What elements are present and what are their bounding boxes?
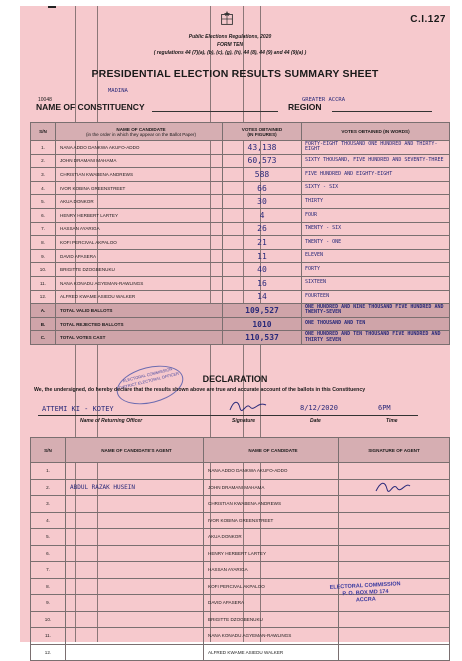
votes-figures: 43,138 <box>223 141 302 155</box>
row-sn: B. <box>31 317 56 331</box>
total-row <box>31 317 450 331</box>
table-row <box>31 529 450 546</box>
column-header-signature: SIGNATURE OF AGENT <box>339 438 450 463</box>
declaration-title: DECLARATION <box>202 374 268 384</box>
candidate-name: KOFI PERCIVAL AKPALOO <box>204 578 339 595</box>
declaration-text: We, the undersigned, do hereby declare that the results shown above are true and accurate account of the ballots in this Constituency <box>34 387 366 393</box>
agent-signature <box>339 545 450 562</box>
row-sn: 6. <box>31 208 56 222</box>
candidate-header-title: NAME OF CANDIDATE <box>116 126 166 132</box>
region-underline <box>332 111 432 112</box>
total-words: ONE THOUSAND AND TEN <box>302 317 450 331</box>
votes-figures: 14 <box>223 290 302 304</box>
table-row <box>31 236 450 250</box>
row-sn: 5. <box>31 529 66 546</box>
votes-figures: 588 <box>223 168 302 182</box>
row-sn: 6. <box>31 545 66 562</box>
row-sn: 1. <box>31 141 56 155</box>
table-row <box>31 512 450 529</box>
candidate-name: BRIGITTE DZOGBENUKU <box>204 611 339 628</box>
votes-words: FOURTEEN <box>302 290 450 304</box>
candidate-name: AKUA DONKOR <box>56 195 223 209</box>
agent-signature <box>339 628 450 645</box>
row-sn: 12. <box>31 644 66 661</box>
table-row <box>31 562 450 579</box>
votes-words: THIRTY <box>302 195 450 209</box>
table-row <box>31 141 450 155</box>
candidate-name: JOHN DRAMANI MAHAMA <box>56 154 223 168</box>
table-row <box>31 195 450 209</box>
agent-signature <box>339 611 450 628</box>
row-sn: 10. <box>31 611 66 628</box>
table-row <box>31 222 450 236</box>
votes-words: FIVE HUNDRED AND EIGHTY-EIGHT <box>302 168 450 182</box>
total-label: TOTAL VOTES CAST <box>56 331 223 345</box>
table-row <box>31 463 450 480</box>
agent-name <box>66 512 204 529</box>
agent-signature <box>339 512 450 529</box>
form-number: FORM TEN <box>216 42 244 48</box>
agent-name <box>66 463 204 480</box>
corner-mark <box>48 6 56 8</box>
total-row <box>31 304 450 318</box>
row-sn: 11. <box>31 628 66 645</box>
row-sn: 7. <box>31 222 56 236</box>
constituency-label: NAME OF CONSTITUENCY <box>36 102 145 112</box>
agent-signature <box>339 479 450 496</box>
candidate-name: JOHN DRAMANI MAHAMA <box>204 479 339 496</box>
table-row <box>31 181 450 195</box>
votes-words: SIXTY THOUSAND, FIVE HUNDRED AND SEVENTY-THREE <box>302 154 450 168</box>
column-header-sn: S/N <box>31 123 56 141</box>
constituency-name: MADINA <box>108 88 128 94</box>
page-title: PRESIDENTIAL ELECTION RESULTS SUMMARY SHEET <box>91 68 379 80</box>
table-row <box>31 154 450 168</box>
row-sn: 4. <box>31 512 66 529</box>
agents-table <box>30 437 450 661</box>
votes-words: FORTY <box>302 263 450 277</box>
coat-of-arms-icon <box>218 10 236 28</box>
row-sn: 3. <box>31 168 56 182</box>
candidate-name: HENRY HERBERT LARTEY <box>204 545 339 562</box>
agent-name: ABDUL RAZAK HUSEIN <box>66 479 204 496</box>
candidate-name: ALFRED KWAME ASIEDU WALKER <box>204 644 339 661</box>
form-reference: ( regulations 44 (7)(a), (b), (c), (g), (h), 44 (8), 44 (9) and 44 (9)(a) ) <box>153 50 307 56</box>
votes-figures-header-title: VOTES OBTAINED <box>241 126 283 132</box>
column-header-votes-words: VOTES OBTAINED (IN WORDS) <box>302 123 450 141</box>
row-sn: A. <box>31 304 56 318</box>
signature-label: Signature <box>232 418 256 424</box>
declaration-signature-line <box>38 415 418 416</box>
row-sn: 3. <box>31 496 66 513</box>
votes-words: TWENTY - SIX <box>302 222 450 236</box>
agent-name <box>66 529 204 546</box>
candidate-name: NANA ADDO DANKWA AKUFO-ADDO <box>56 141 223 155</box>
table-row <box>31 479 450 496</box>
votes-figures: 16 <box>223 276 302 290</box>
candidate-name: IVOR KOBINA GREENSTREET <box>56 181 223 195</box>
row-sn: C. <box>31 331 56 345</box>
constituency-underline <box>152 111 278 112</box>
agent-name <box>66 628 204 645</box>
agent-name <box>66 545 204 562</box>
table-row <box>31 496 450 513</box>
votes-figures: 60,573 <box>223 154 302 168</box>
table-row <box>31 545 450 562</box>
returning-officer-label: Name of Returning Officer <box>80 418 143 424</box>
row-sn: 5. <box>31 195 56 209</box>
candidate-name: DAVID APASERA <box>56 249 223 263</box>
votes-words: TWENTY - ONE <box>302 236 450 250</box>
candidate-name: NANA KONADU AGYEMAN-RAWLINGS <box>56 276 223 290</box>
row-sn: 12. <box>31 290 56 304</box>
returning-officer-signature <box>228 398 268 414</box>
table-row <box>31 628 450 645</box>
votes-figures: 21 <box>223 236 302 250</box>
results-table <box>30 122 450 345</box>
votes-figures: 11 <box>223 249 302 263</box>
agent-name <box>66 595 204 612</box>
constituency-code: 10048 <box>38 97 52 103</box>
stamp-line: ACCRA <box>355 596 376 604</box>
candidate-name: HASSAN AYARIGA <box>56 222 223 236</box>
agent-signature <box>339 496 450 513</box>
returning-officer-name: ATTEMI KI - KOTEY <box>42 405 114 413</box>
votes-figures: 30 <box>223 195 302 209</box>
candidate-name: AKUA DONKOR <box>204 529 339 546</box>
time-label: Time <box>386 418 398 424</box>
region-name: GREATER ACCRA <box>302 97 346 103</box>
column-header-candidate <box>56 123 223 141</box>
candidate-name: KOFI PERCIVAL AKPALOO <box>56 236 223 250</box>
table-row <box>31 168 450 182</box>
candidate-name: ALFRED KWAME ASIEDU WALKER <box>56 290 223 304</box>
candidate-name: HASSAN AYARIGA <box>204 562 339 579</box>
stamp-line: ELECTORAL COMMISSION <box>329 581 401 591</box>
row-sn: 2. <box>31 479 66 496</box>
row-sn: 8. <box>31 236 56 250</box>
votes-words: FOUR <box>302 208 450 222</box>
stamp-line: P. O. BOX MD 174 <box>342 588 389 598</box>
total-figures: 109,527 <box>223 304 302 318</box>
agent-name <box>66 496 204 513</box>
candidate-header-sub: (in the order in which they appear on the Ballot Paper) <box>85 131 197 137</box>
row-sn: 1. <box>31 463 66 480</box>
column-header-votes-figures <box>223 123 302 141</box>
region-label: REGION <box>288 102 322 112</box>
row-sn: 9. <box>31 595 66 612</box>
total-words: ONE HUNDRED AND NINE THOUSAND FIVE HUNDRED AND TWENTY-SEVEN <box>302 304 450 318</box>
candidate-name: CHRISTIAN KWABENA ANDREWS <box>204 496 339 513</box>
agent-signature <box>339 463 450 480</box>
votes-words: ELEVEN <box>302 249 450 263</box>
votes-figures-header-sub: (IN FIGURES) <box>247 131 277 137</box>
votes-words: SIXTY - SIX <box>302 181 450 195</box>
total-row <box>31 331 450 345</box>
declaration-time: 6PM <box>378 404 391 412</box>
agent-name <box>66 611 204 628</box>
declaration-date: 8/12/2020 <box>300 404 338 412</box>
agent-signature <box>339 529 450 546</box>
table-row <box>31 249 450 263</box>
table-row <box>31 290 450 304</box>
votes-figures: 4 <box>223 208 302 222</box>
agent-signature <box>339 562 450 579</box>
votes-figures: 66 <box>223 181 302 195</box>
electoral-commission-stamp <box>329 581 401 606</box>
candidate-name: NANA KONADU AGYEMAN-RAWLINGS <box>204 628 339 645</box>
table-row <box>31 263 450 277</box>
row-sn: 11. <box>31 276 56 290</box>
agent-name <box>66 562 204 579</box>
total-words: ONE HUNDRED AND TEN THOUSAND FIVE HUNDRED AND THIRTY SEVEN <box>302 331 450 345</box>
regulations-title: Public Elections Regulations, 2020 <box>188 34 272 40</box>
votes-figures: 40 <box>223 263 302 277</box>
row-sn: 4. <box>31 181 56 195</box>
row-sn: 7. <box>31 562 66 579</box>
row-sn: 2. <box>31 154 56 168</box>
total-figures: 1010 <box>223 317 302 331</box>
row-sn: 9. <box>31 249 56 263</box>
votes-words: FORTY-EIGHT THOUSAND ONE HUNDRED AND THIRTY-EIGHT <box>302 141 450 155</box>
table-row <box>31 611 450 628</box>
agent-signature <box>339 644 450 661</box>
total-label: TOTAL REJECTED BALLOTS <box>56 317 223 331</box>
candidate-name: DAVID APASERA <box>204 595 339 612</box>
agent-name <box>66 644 204 661</box>
row-sn: 10. <box>31 263 56 277</box>
agent-signature-mark <box>373 480 413 494</box>
district-officer-stamp: ELECTORAL COMMISSION DISTRICT ELECTORAL OFFICER <box>113 359 188 410</box>
agent-name <box>66 578 204 595</box>
column-header-sn: S/N <box>31 438 66 463</box>
form-code: C.I.127 <box>410 14 446 25</box>
candidate-name: IVOR KOBINA GREENSTREET <box>204 512 339 529</box>
table-row <box>31 208 450 222</box>
column-header-agent: NAME OF CANDIDATE'S AGENT <box>66 438 204 463</box>
candidate-name: HENRY HERBERT LARTEY <box>56 208 223 222</box>
column-header-candidate: NAME OF CANDIDATE <box>204 438 339 463</box>
table-row <box>31 644 450 661</box>
date-label: Date <box>310 418 321 424</box>
total-figures: 110,537 <box>223 331 302 345</box>
candidate-name: BRIGITTE DZOGBENUKU <box>56 263 223 277</box>
candidate-name: NANA ADDO DANKWA AKUFO-ADDO <box>204 463 339 480</box>
total-label: TOTAL VALID BALLOTS <box>56 304 223 318</box>
table-row <box>31 276 450 290</box>
row-sn: 8. <box>31 578 66 595</box>
candidate-name: CHRISTIAN KWABENA ANDREWS <box>56 168 223 182</box>
votes-figures: 26 <box>223 222 302 236</box>
votes-words: SIXTEEN <box>302 276 450 290</box>
